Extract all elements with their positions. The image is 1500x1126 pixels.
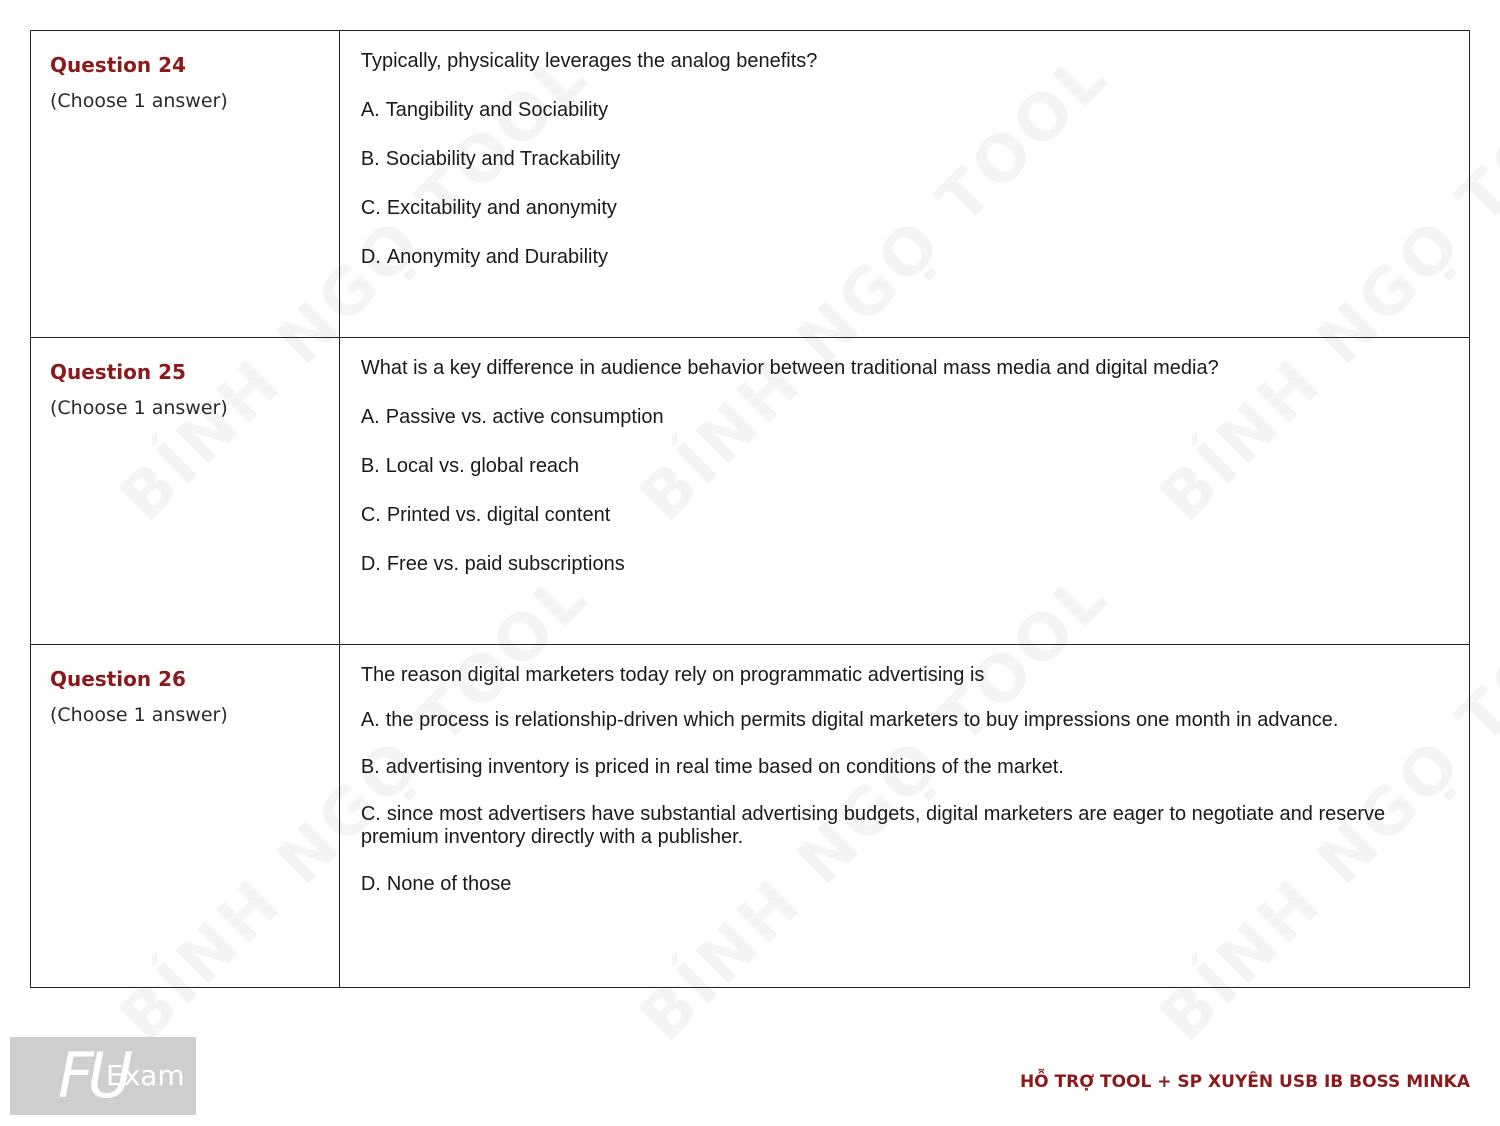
question-row [31, 31, 1470, 338]
question-number: Question 24 [50, 53, 186, 77]
question-header-cell [31, 645, 340, 988]
question-header-cell [31, 31, 340, 338]
option-text: Anonymity and Durability [386, 246, 609, 268]
option-text: Local vs. global reach [385, 455, 580, 477]
question-text: Typically, physicality leverages the analog benefits? [360, 50, 818, 72]
option-text: Excitability and anonymity [386, 197, 617, 219]
option-letter: D. [360, 246, 381, 268]
questions-table [30, 30, 1470, 988]
question-body-cell [339, 645, 1469, 988]
option-letter: D. [360, 873, 381, 895]
answer-option-d[interactable] [361, 873, 1449, 896]
option-letter: A. [360, 99, 380, 121]
option-letter: D. [360, 553, 381, 575]
footer-support-text: HỖ TRỢ TOOL + SP XUYÊN USB IB BOSS MINKA [1019, 1072, 1470, 1092]
option-text: Sociability and Trackability [385, 148, 621, 170]
answer-option-b[interactable] [361, 147, 1449, 171]
answer-option-c[interactable] [361, 803, 1449, 849]
answer-option-d[interactable] [361, 552, 1449, 576]
logo-mark: FU [58, 1039, 128, 1112]
option-letter: C. [360, 803, 381, 825]
question-body-cell [339, 338, 1469, 645]
option-text: Passive vs. active consumption [385, 406, 664, 428]
fu-exam-logo [10, 1037, 196, 1115]
option-text: None of those [386, 873, 512, 895]
answer-option-d[interactable] [361, 245, 1449, 269]
option-text: advertising inventory is priced in real time based on conditions of the market. [385, 756, 1064, 778]
question-body-cell [339, 31, 1469, 338]
answer-option-c[interactable] [361, 196, 1449, 220]
option-text: the process is relationship-driven which permits digital marketers to buy impressions one month in advance. [385, 709, 1339, 731]
question-text: The reason digital marketers today rely on programmatic advertising is [360, 664, 985, 686]
option-text: Tangibility and Sociability [385, 99, 609, 121]
answer-option-b[interactable] [361, 454, 1449, 478]
question-instruction: (Choose 1 answer) [50, 397, 228, 419]
answer-option-a[interactable] [361, 405, 1449, 429]
question-row [31, 645, 1470, 988]
question-number: Question 25 [50, 360, 186, 384]
answer-option-c[interactable] [361, 503, 1449, 527]
question-text: What is a key difference in audience behavior between traditional mass media and digital media? [360, 357, 1219, 379]
option-letter: B. [360, 756, 380, 778]
answer-option-a[interactable] [361, 709, 1449, 732]
option-letter: B. [360, 148, 380, 170]
option-text: Free vs. paid subscriptions [386, 553, 625, 575]
answer-option-a[interactable] [361, 98, 1449, 122]
question-number: Question 26 [50, 667, 186, 691]
option-letter: C. [360, 197, 381, 219]
logo-text: Exam [106, 1059, 185, 1092]
option-text: Printed vs. digital content [386, 504, 611, 526]
option-text: since most advertisers have substantial advertising budgets, digital marketers are eager to negotiate and reserve premium inventory directly with a publisher. [360, 803, 1386, 848]
option-letter: A. [360, 406, 380, 428]
question-instruction: (Choose 1 answer) [50, 704, 228, 726]
option-letter: B. [360, 455, 380, 477]
question-header-cell [31, 338, 340, 645]
question-instruction: (Choose 1 answer) [50, 90, 228, 112]
answer-option-b[interactable] [361, 756, 1449, 779]
question-row [31, 338, 1470, 645]
option-letter: A. [360, 709, 380, 731]
option-letter: C. [360, 504, 381, 526]
